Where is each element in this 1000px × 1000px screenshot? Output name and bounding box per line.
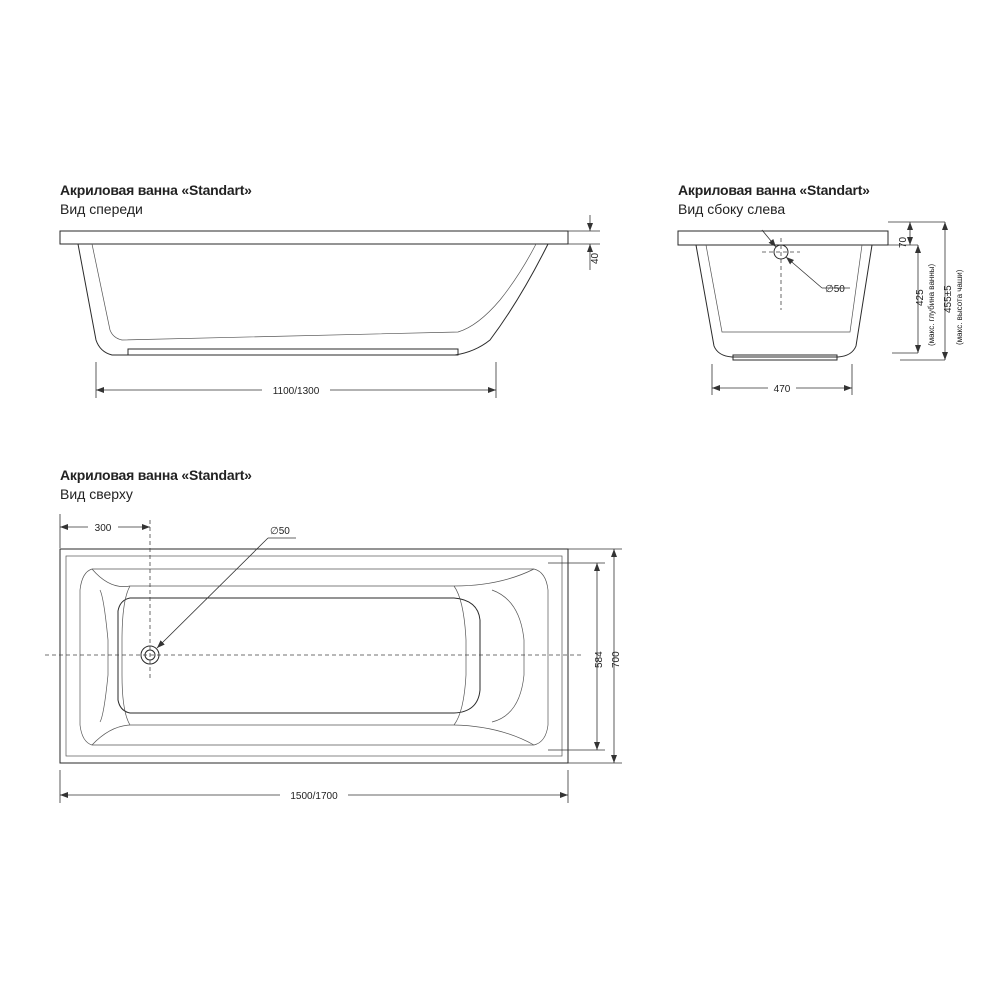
front-view-subtitle: Вид спереди bbox=[60, 201, 143, 217]
front-base bbox=[128, 349, 458, 355]
side-dim-rim-label: 70 bbox=[898, 236, 909, 248]
top-drain-leader bbox=[157, 538, 268, 648]
top-outer-rim bbox=[60, 549, 568, 763]
top-view-title: Акриловая ванна «Standart» bbox=[60, 467, 252, 483]
top-dim-inner-label: 584 bbox=[594, 651, 605, 668]
top-left-slope bbox=[100, 590, 108, 722]
front-bowl-outline bbox=[78, 244, 548, 355]
top-dim-length-label: 1500/1700 bbox=[290, 791, 338, 802]
top-dim-outer-label: 700 bbox=[611, 651, 622, 668]
front-view-drawing bbox=[60, 215, 601, 398]
side-dim-width-label: 470 bbox=[773, 384, 791, 395]
side-drain-label: ∅50 bbox=[825, 284, 845, 295]
top-view-drawing bbox=[45, 514, 622, 803]
side-drain-leader-in bbox=[762, 230, 776, 247]
top-left-wall bbox=[122, 586, 130, 725]
front-bowl-inner bbox=[92, 244, 536, 340]
top-view-subtitle: Вид сверху bbox=[60, 486, 133, 502]
side-dim-depth-label: 425 bbox=[915, 289, 926, 306]
side-dim-depth-note: (макс. глубина ванны) bbox=[927, 263, 936, 346]
top-right-wall bbox=[454, 586, 466, 725]
side-view-subtitle: Вид сбоку слева bbox=[678, 201, 786, 217]
top-drain-label: ∅50 bbox=[270, 526, 290, 537]
side-view-drawing bbox=[678, 222, 964, 395]
top-bowl-floor bbox=[118, 598, 480, 713]
top-bowl-lower-edge bbox=[92, 725, 534, 745]
front-rim bbox=[60, 231, 568, 244]
top-right-slope bbox=[492, 590, 524, 722]
side-dim-height-note: (макс. высота чаши) bbox=[955, 269, 964, 345]
side-bowl-outline bbox=[696, 245, 872, 357]
side-view-title: Акриловая ванна «Standart» bbox=[678, 182, 870, 198]
front-dim-height-label: 40 bbox=[590, 252, 601, 264]
top-bowl-upper-edge bbox=[92, 569, 534, 587]
top-dim-offset-label: 300 bbox=[94, 523, 112, 534]
side-drain-leader-out bbox=[786, 257, 822, 288]
side-dim-height-label: 455±5 bbox=[943, 285, 954, 313]
side-rim bbox=[678, 231, 888, 245]
front-view-title: Акриловая ванна «Standart» bbox=[60, 182, 252, 198]
front-dim-length-label: 1100/1300 bbox=[272, 386, 320, 397]
